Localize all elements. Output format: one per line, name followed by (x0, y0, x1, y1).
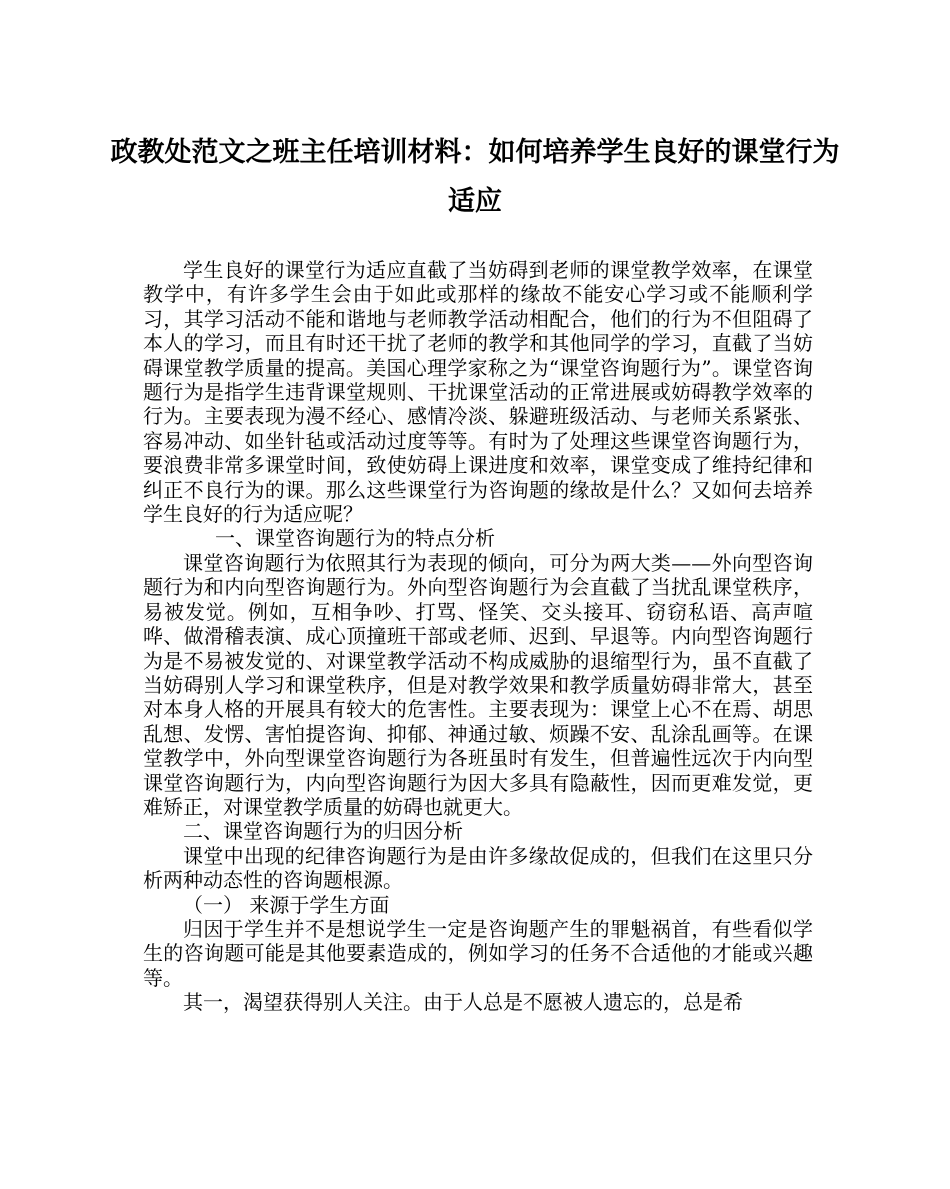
document-title: 政教处范文之班主任培训材料：如何培养学生良好的课堂行为适应 (110, 137, 840, 217)
body-paragraph: 课堂咨询题行为依照其行为表现的倾向，可分为两大类——外向型咨询题行为和内向型咨询题行为。外向型咨询题行为会直截了当扰乱课堂秩序，易被发觉。例如，互相争吵、打骂、怪笑、交头接耳、窃窃私语、高声喧哗、做滑稽表演、成心顶撞班干部或老师、迟到、早退等。内向型咨询题行为是不易被发觉的、对课堂教学活动不构成威胁的退缩型行为，虽不直截了当妨碍别人学习和课堂秩序，但是对教学效果和教学质量妨碍非常大，甚至对本身人格的开展具有较大的危害性。主要表现为：课堂上心不在焉、胡思乱想、发愣、害怕提咨询、抑郁、神通过敏、烦躁不安、乱涂乱画等。在课堂教学中，外向型课堂咨询题行为各班虽时有发生，但普遍性远次于内向型课堂咨询题行为，内向型咨询题行为因大多具有隐蔽性，因而更难发觉，更难矫正，对课堂教学质量的妨碍也就更大。 (143, 550, 813, 819)
document-body (143, 258, 813, 1015)
section-heading: （一） 来源于学生方面 (183, 892, 390, 917)
section-heading: 一、课堂咨询题行为的特点分析 (215, 526, 495, 551)
body-paragraph: 课堂中出现的纪律咨询题行为是由许多缘故促成的，但我们在这里只分析两种动态性的咨询题根源。 (143, 843, 813, 893)
body-paragraph: 归因于学生并不是想说学生一定是咨询题产生的罪魁祸首，有些看似学生的咨询题可能是其他要素造成的，例如学习的任务不合适他的才能或兴趣等。 (143, 916, 813, 990)
body-paragraph: 其一，渴望获得别人关注。由于人总是不愿被人遗忘的，总是希 (183, 990, 743, 1015)
section-heading: 二、课堂咨询题行为的归因分析 (183, 819, 463, 844)
body-paragraph: 学生良好的课堂行为适应直截了当妨碍到老师的课堂教学效率，在课堂教学中，有许多学生会由于如此或那样的缘故不能安心学习或不能顺利学习，其学习活动不能和谐地与老师教学活动相配合，他们的行为不但阻碍了本人的学习，而且有时还干扰了老师的教学和其他同学的学习，直截了当妨碍课堂教学质量的提高。美国心理学家称之为“课堂咨询题行为”。课堂咨询题行为是指学生违背课堂规则、干扰课堂活动的正常进展或妨碍教学效率的行为。主要表现为漫不经心、感情冷淡、躲避班级活动、与老师关系紧张、容易冲动、如坐针毡或活动过度等等。有时为了处理这些课堂咨询题行为，要浪费非常多课堂时间，致使妨碍上课进度和效率，课堂变成了维持纪律和纠正不良行为的课。那么这些课堂行为咨询题的缘故是什么？又如何去培养学生良好的行为适应呢？ (143, 258, 813, 527)
